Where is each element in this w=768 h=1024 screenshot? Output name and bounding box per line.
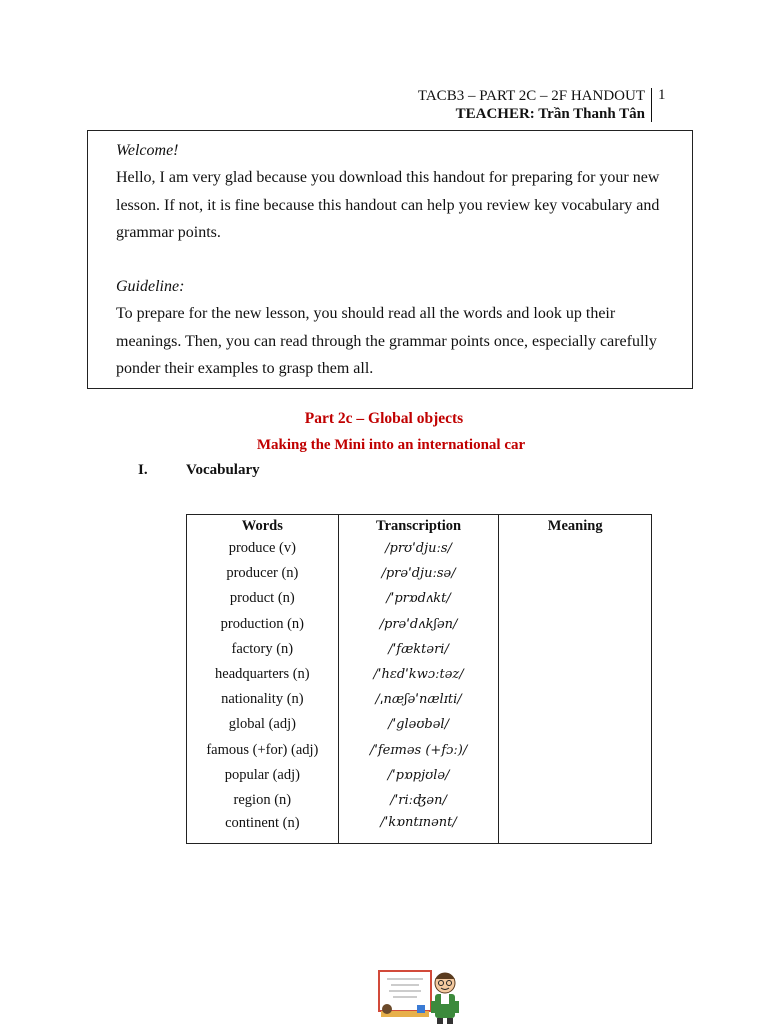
transcription-cell: /ˈprɒdʌkt/	[338, 586, 499, 611]
word-cell: region (n)	[187, 788, 339, 813]
table-row	[187, 813, 652, 844]
transcription-cell: /prəˈdʌkʃən/	[338, 612, 499, 637]
word-cell: factory (n)	[187, 637, 339, 662]
section-number: I.	[138, 462, 148, 478]
transcription-cell: /ˈfeɪməs (+fɔː)/	[338, 738, 499, 763]
word-cell: producer (n)	[187, 561, 339, 586]
section-title: Vocabulary	[186, 462, 260, 478]
word-cell: produce (v)	[187, 536, 339, 561]
transcription-cell: /prəˈdjuːsə/	[338, 561, 499, 586]
word-cell: popular (adj)	[187, 763, 339, 788]
table-row	[187, 763, 652, 788]
spacer	[116, 246, 662, 273]
header-meaning: Meaning	[499, 515, 652, 537]
meaning-cell[interactable]	[499, 788, 652, 813]
meaning-cell[interactable]	[499, 687, 652, 712]
meaning-cell[interactable]	[499, 763, 652, 788]
page-number: 1	[658, 87, 666, 103]
header-transcription: Transcription	[338, 515, 499, 537]
meaning-cell[interactable]	[499, 813, 652, 844]
word-cell: continent (n)	[187, 813, 339, 844]
meaning-cell[interactable]	[499, 586, 652, 611]
table-header-row	[187, 515, 652, 537]
meaning-cell[interactable]	[499, 536, 652, 561]
meaning-cell[interactable]	[499, 662, 652, 687]
teacher-cartoon-logo	[367, 965, 463, 1024]
meaning-cell[interactable]	[499, 561, 652, 586]
transcription-cell: /ˈfæktəri/	[338, 637, 499, 662]
guideline-text: To prepare for the new lesson, you should read all the words and look up their meanings. Then, you can read through the grammar points once, especially carefully ponder their examples to grasp them all.	[116, 305, 657, 378]
table-row	[187, 662, 652, 687]
header-lines	[418, 87, 645, 123]
word-cell: product (n)	[187, 586, 339, 611]
word-cell: global (adj)	[187, 712, 339, 737]
teacher-name: TEACHER: Trần Thanh Tân	[455, 106, 645, 122]
transcription-cell: /prʊˈdjuːs/	[338, 536, 499, 561]
table-row	[187, 788, 652, 813]
meaning-cell[interactable]	[499, 612, 652, 637]
part-subtitle: Making the Mini into an international car	[256, 437, 526, 453]
word-cell: headquarters (n)	[187, 662, 339, 687]
table-row	[187, 738, 652, 763]
meaning-cell[interactable]	[499, 738, 652, 763]
table-body	[187, 536, 652, 844]
header-divider	[651, 88, 652, 122]
table-row	[187, 561, 652, 586]
table-row	[187, 712, 652, 737]
word-cell: nationality (n)	[187, 687, 339, 712]
table-row	[187, 612, 652, 637]
part-title: Part 2c – Global objects	[304, 410, 464, 427]
table-row	[187, 637, 652, 662]
word-cell: production (n)	[187, 612, 339, 637]
transcription-cell: /ˌnæʃəˈnælɪti/	[338, 687, 499, 712]
welcome-label: Welcome!	[116, 142, 179, 159]
transcription-cell: /ˈhɛdˈkwɔːtəz/	[338, 662, 499, 687]
transcription-cell: /ˈpɒpjʊlə/	[338, 763, 499, 788]
header-words: Words	[187, 515, 339, 537]
transcription-cell: /ˈgləʊbəl/	[338, 712, 499, 737]
table-row	[187, 586, 652, 611]
transcription-cell: /ˈkɒntɪnənt/	[338, 813, 499, 844]
transcription-cell: /ˈriːʤən/	[338, 788, 499, 813]
meaning-cell[interactable]	[499, 637, 652, 662]
section-heading	[138, 462, 260, 479]
word-cell: famous (+for) (adj)	[187, 738, 339, 763]
table-row	[187, 687, 652, 712]
page-header	[0, 0, 768, 130]
table-row	[187, 536, 652, 561]
vocabulary-table	[186, 514, 652, 844]
guideline-label: Guideline:	[116, 278, 185, 296]
welcome-text: Hello, I am very glad because you download this handout for preparing for your new lesson. If not, it is fine because this handout can help you review key vocabulary and grammar points.	[116, 169, 660, 241]
intro-box	[87, 130, 693, 389]
doc-title: TACB3 – PART 2C – 2F HANDOUT	[417, 88, 645, 104]
meaning-cell[interactable]	[499, 712, 652, 737]
